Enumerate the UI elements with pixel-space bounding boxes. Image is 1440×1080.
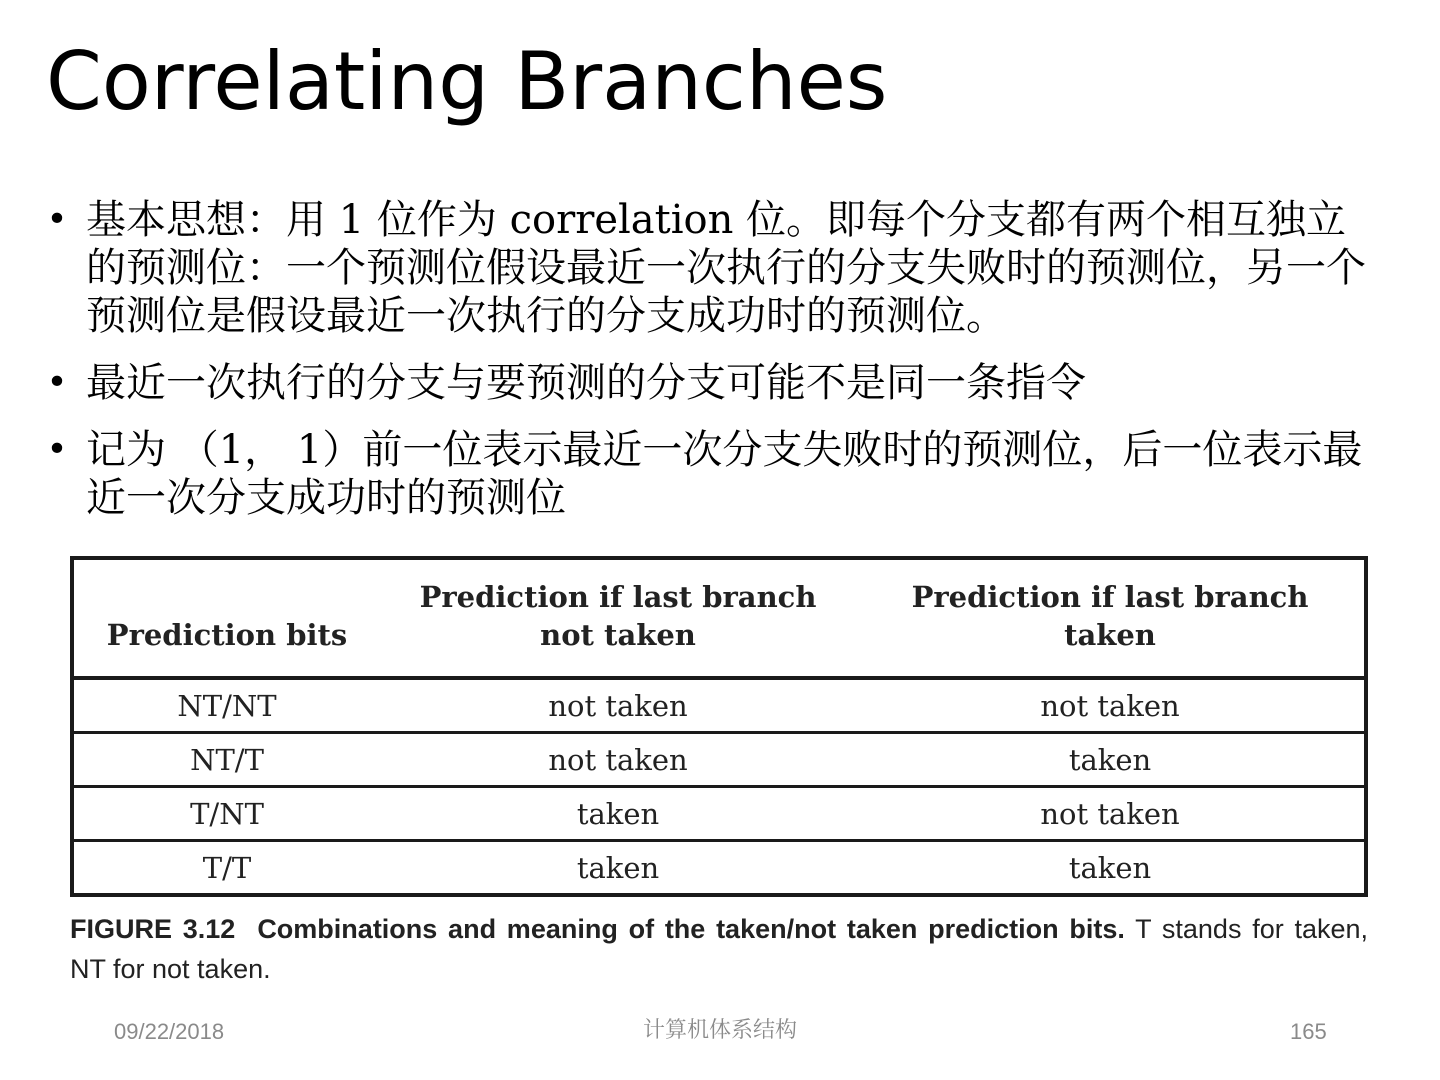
table-cell: NT/NT [72,678,380,733]
table-cell: T/T [202,850,252,885]
footer-page-number: 165 [1290,1019,1327,1044]
table-cell: not taken [856,678,1366,733]
bullet-item [46,359,1386,407]
figure-caption [70,909,1368,989]
table-cell: not taken [380,678,856,733]
bullet-dot-icon: • [46,199,68,240]
column-header-last-taken: Prediction if last branch taken [856,558,1366,678]
caption-label: FIGURE 3.12 [70,914,236,944]
prediction-table [70,556,1368,897]
table-row [72,841,1366,896]
table-row [72,733,1366,787]
table-cell: taken [856,733,1366,787]
table-row [72,787,1366,841]
bullet-text: 基本思想：用 1 位作为 correlation 位。即每个分支都有两个相互独立的预测位：一个预测位假设最近一次执行的分支失败时的预测位，另一个预测位是假设最近一次执行的分支成功时的预测位。 [86,197,1366,339]
bullet-text: 记为 （1， 1）前一位表示最近一次分支失败时的预测位，后一位表示最近一次分支成功时的预测位 [86,427,1363,521]
table-cell: NT/T [72,733,380,787]
column-header-prediction-bits: Prediction bits [72,558,380,678]
bullet-text: 最近一次执行的分支与要预测的分支可能不是同一条指令 [86,360,1086,406]
figure [70,556,1368,989]
table-cell: not taken [856,787,1366,841]
table-row [72,678,1366,733]
bullet-item [46,426,1386,522]
bullet-list [46,196,1386,541]
table-header-row [72,558,1366,678]
column-header-last-not-taken: Prediction if last branch not taken [380,558,856,678]
caption-bold-text: Combinations and meaning of the taken/not taken prediction bits. [257,914,1125,944]
table-cell: not taken [380,733,856,787]
bullet-dot-icon: • [46,429,68,470]
bullet-item [46,196,1386,340]
caption-text: T stands for taken, NT for not taken. [70,914,1369,984]
table-cell: T/NT [72,787,380,841]
table-cell: taken [1068,850,1152,885]
footer-course-title: 计算机体系结构 [642,1017,797,1042]
slide-title: Correlating Branches [46,35,888,128]
table-cell: taken [576,850,660,885]
footer-date: 09/22/2018 [114,1019,225,1044]
table-cell: taken [380,787,856,841]
bullet-dot-icon: • [46,362,68,403]
